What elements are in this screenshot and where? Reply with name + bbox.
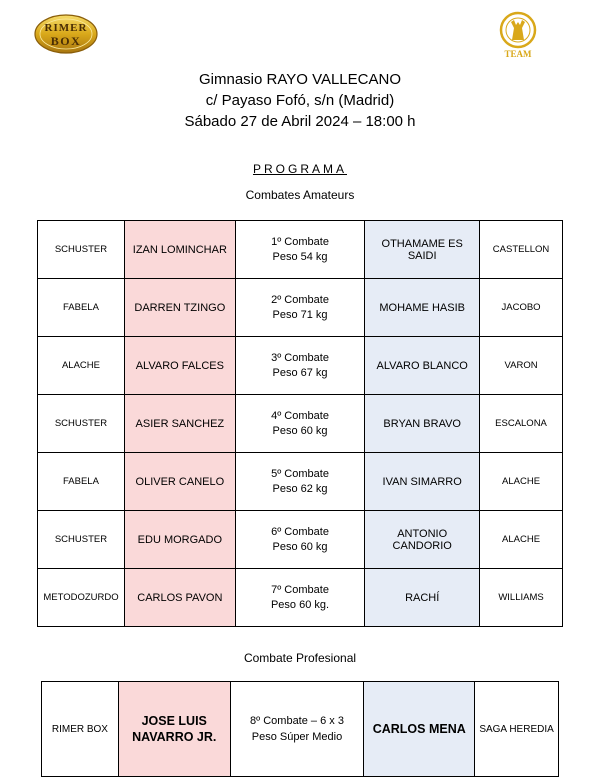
- table-row: [42, 682, 559, 777]
- blue-gym: CASTELLON: [480, 221, 563, 279]
- table-row: [38, 453, 563, 511]
- red-corner-fighter: ASIER SANCHEZ: [124, 395, 235, 453]
- red-corner-fighter: ALVARO FALCES: [124, 337, 235, 395]
- bout-info: [235, 511, 365, 569]
- blue-corner-fighter: OTHAMAME ES SAIDI: [365, 221, 480, 279]
- blue-corner-fighter: BRYAN BRAVO: [365, 395, 480, 453]
- bout-info: [235, 221, 365, 279]
- venue: Gimnasio RAYO VALLECANO: [198, 71, 401, 88]
- red-gym: FABELA: [38, 453, 125, 511]
- bout-info: [235, 395, 365, 453]
- table-row: [38, 279, 563, 337]
- blue-corner-fighter: RACHÍ: [365, 569, 480, 627]
- bout-info: [235, 453, 365, 511]
- red-gym: SCHUSTER: [38, 511, 125, 569]
- logo-right-text-team: TEAM: [504, 49, 532, 59]
- rimer-boxing-team-logo: [496, 10, 540, 60]
- table-row: [38, 221, 563, 279]
- red-corner-fighter: CARLOS PAVON: [124, 569, 235, 627]
- amateur-fights-table: [37, 220, 563, 627]
- red-gym: FABELA: [38, 279, 125, 337]
- table-row: [38, 395, 563, 453]
- date-time: Sábado 27 de Abril 2024 – 18:00 h: [184, 113, 416, 130]
- bout-number: 6º Combate: [271, 525, 329, 538]
- blue-gym: VARON: [480, 337, 563, 395]
- red-corner-fighter: OLIVER CANELO: [124, 453, 235, 511]
- logo-left-text-box: BOX: [50, 34, 82, 48]
- blue-corner-fighter: CARLOS MENA: [364, 682, 475, 777]
- table-row: [38, 569, 563, 627]
- blue-corner-fighter: IVAN SIMARRO: [365, 453, 480, 511]
- red-corner-fighter: JOSE LUIS NAVARRO JR.: [118, 682, 230, 777]
- bout-weight: Peso 67 kg: [272, 366, 328, 379]
- blue-gym: ALACHE: [480, 511, 563, 569]
- bout-number: 2º Combate: [271, 293, 329, 306]
- blue-gym: JACOBO: [480, 279, 563, 337]
- bout-number: 4º Combate: [271, 409, 329, 422]
- bout-info: [235, 279, 365, 337]
- bout-info: [230, 682, 364, 777]
- red-corner-fighter: IZAN LOMINCHAR: [124, 221, 235, 279]
- table-row: [38, 511, 563, 569]
- blue-corner-fighter: ANTONIO CANDORIO: [365, 511, 480, 569]
- bout-info: [235, 337, 365, 395]
- red-corner-fighter: DARREN TZINGO: [124, 279, 235, 337]
- bout-number: 8º Combate – 6 x 3: [250, 715, 344, 727]
- red-gym: SCHUSTER: [38, 221, 125, 279]
- blue-corner-fighter: ALVARO BLANCO: [365, 337, 480, 395]
- bout-number: 3º Combate: [271, 351, 329, 364]
- red-gym: ALACHE: [38, 337, 125, 395]
- red-gym: METODOZURDO: [38, 569, 125, 627]
- bout-number: 5º Combate: [271, 467, 329, 480]
- address: c/ Payaso Fofó, s/n (Madrid): [205, 92, 395, 109]
- bout-weight: Peso Súper Medio: [251, 731, 343, 743]
- blue-gym: SAGA HEREDIA: [475, 682, 559, 777]
- blue-gym: ALACHE: [480, 453, 563, 511]
- blue-gym: ESCALONA: [480, 395, 563, 453]
- bout-weight: Peso 71 kg: [272, 308, 328, 321]
- red-gym: SCHUSTER: [38, 395, 125, 453]
- bout-weight: Peso 60 kg.: [270, 598, 330, 611]
- amateur-title: Combates Amateurs: [245, 188, 355, 202]
- rimer-box-logo: [34, 14, 98, 54]
- professional-title: Combate Profesional: [243, 651, 357, 665]
- table-row: [38, 337, 563, 395]
- bout-number: 7º Combate: [271, 583, 329, 596]
- red-gym: RIMER BOX: [42, 682, 119, 777]
- professional-fight-table: [41, 681, 559, 777]
- bout-info: [235, 569, 365, 627]
- event-header: [0, 69, 600, 132]
- bout-weight: Peso 54 kg: [272, 250, 328, 263]
- logo-left-text-rimer: RIMER: [44, 22, 88, 34]
- bout-number: 1º Combate: [271, 235, 329, 248]
- bout-weight: Peso 62 kg: [272, 482, 328, 495]
- blue-corner-fighter: MOHAME HASIB: [365, 279, 480, 337]
- blue-gym: WILLIAMS: [480, 569, 563, 627]
- bout-weight: Peso 60 kg: [272, 540, 328, 553]
- programa-heading: PROGRAMA: [252, 162, 347, 176]
- bout-weight: Peso 60 kg: [272, 424, 328, 437]
- red-corner-fighter: EDU MORGADO: [124, 511, 235, 569]
